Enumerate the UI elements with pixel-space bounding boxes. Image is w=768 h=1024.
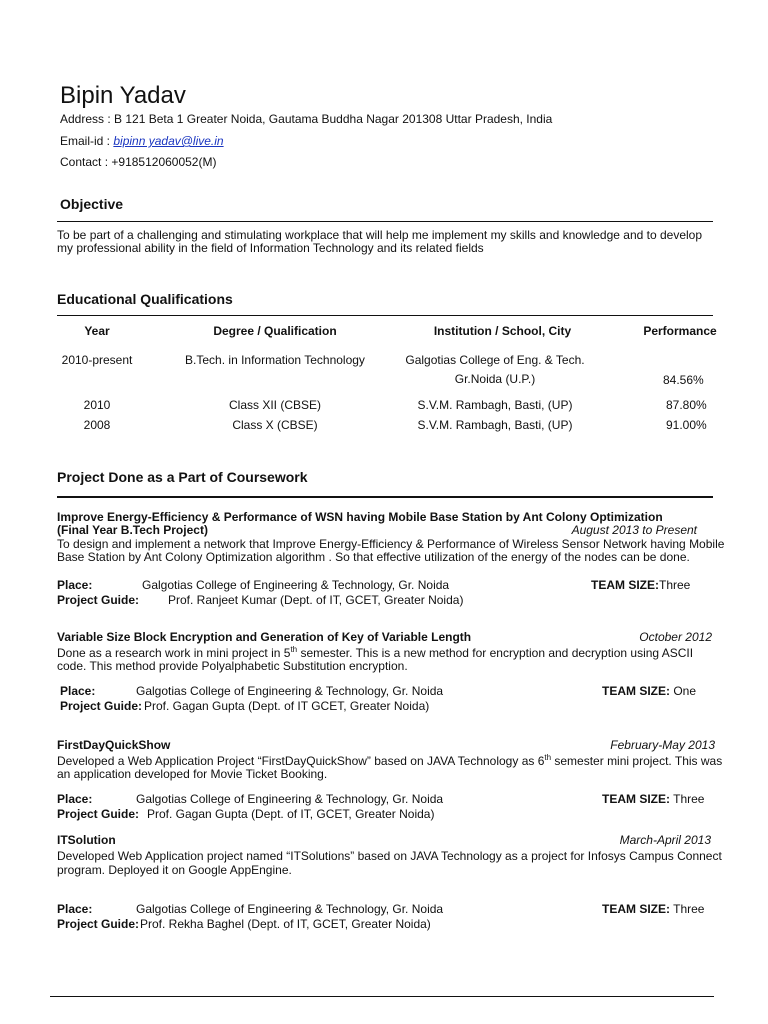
project-date: October 2012 [639, 630, 712, 644]
project-date: February-May 2013 [610, 738, 715, 752]
team-size [602, 902, 704, 916]
contact-label: Contact [60, 155, 102, 169]
project-description: Developed Web Application project named “ITSolutions” based on JAVA Technology as a project for Infosys Campus Connect program. Deployed it on Google AppEngine. [57, 849, 722, 877]
col-header-institution: Institution / School, City [433, 324, 572, 338]
objective-title: Objective [60, 196, 124, 212]
project-title: Improve Energy-Efficiency & Performance of WSN having Mobile Base Station by Ant Colony Optimization [57, 510, 663, 524]
guide-label: Project Guide: [57, 593, 140, 607]
place-label: Place: [60, 684, 96, 698]
address-label: Address : [60, 112, 111, 126]
table-cell-year: 2010 [83, 398, 111, 412]
project-title: ITSolution [57, 833, 116, 847]
project-description [57, 643, 725, 673]
education-title: Educational Qualifications [57, 291, 233, 307]
education-divider [57, 315, 713, 316]
table-cell-institution-line2: Gr.Noida (U.P.) [454, 372, 536, 386]
table-cell-year: 2010-present [61, 353, 133, 367]
place-label: Place: [57, 792, 93, 806]
team-size [602, 792, 704, 806]
team-size-label: TEAM SIZE: [602, 684, 670, 698]
email-label: Email-id : [60, 134, 111, 148]
project-date: August 2013 to Present [571, 523, 697, 537]
table-cell-performance: 91.00% [666, 418, 707, 432]
guide-value: Prof. Gagan Gupta (Dept. of IT, GCET, Greater Noida) [147, 807, 435, 821]
projects-divider [57, 496, 713, 498]
team-size [602, 684, 696, 698]
team-size-value: Three [673, 792, 705, 806]
contact-value: +918512060052(M) [111, 155, 217, 169]
place-value: Galgotias College of Engineering & Technology, Gr. Noida [136, 792, 444, 806]
project-title: Variable Size Block Encryption and Generation of Key of Variable Length [57, 630, 472, 644]
address-line [60, 112, 552, 126]
table-cell-institution: S.V.M. Rambagh, Basti, (UP) [417, 418, 573, 432]
team-size-value: Three [673, 902, 705, 916]
guide-label: Project Guide: [57, 917, 140, 931]
team-size-value: One [673, 684, 697, 698]
project-date: March-April 2013 [619, 833, 711, 847]
guide-label: Project Guide: [57, 807, 140, 821]
objective-text: To be part of a challenging and stimulating workplace that will help me implement my skills and knowledge and to develop my professional ability in the field of Information Technology and its related fields [57, 228, 703, 255]
projects-title: Project Done as a Part of Coursework [57, 469, 308, 485]
team-size-value: Three [659, 578, 691, 592]
ordinal-suffix: th [544, 753, 552, 762]
project-description: To design and implement a network that Improve Energy-Efficiency & Performance of Wireless Sensor Network having Mobile Base Station by Ant Colony Optimization algorithm . So that effective utilization of the energy of the nodes can be done. [57, 537, 725, 564]
project-description-end: semester mini project. This was an application developed for Movie Ticket Booking. [57, 754, 723, 781]
contact-line [60, 155, 216, 169]
project-description-end: semester. This is a new method for encryption and decryption using ASCII code. This method provide Polyalphabetic Substitution encryption. [57, 646, 694, 673]
place-value: Galgotias College of Engineering & Technology, Gr. Noida [142, 578, 450, 592]
email-link[interactable]: bipinn yadav@live.in [113, 134, 224, 148]
guide-label: Project Guide: [60, 699, 143, 713]
team-size-label: TEAM SIZE: [602, 792, 670, 806]
project-title: FirstDayQuickShow [57, 738, 171, 752]
table-cell-institution: Galgotias College of Eng. & Tech. [405, 353, 585, 367]
team-size-label: TEAM SIZE: [591, 578, 659, 592]
table-cell-performance: 84.56% [663, 373, 704, 387]
contact-separator: : [104, 155, 109, 169]
footer-divider [50, 996, 714, 997]
table-cell-degree: Class XII (CBSE) [228, 398, 321, 412]
table-cell-performance: 87.80% [666, 398, 707, 412]
project-description [57, 751, 725, 781]
project-description-start: Developed a Web Application Project “FirstDayQuickShow” based on JAVA Technology as 6 [57, 754, 545, 768]
place-label: Place: [57, 578, 93, 592]
table-cell-year: 2008 [83, 418, 111, 432]
place-value: Galgotias College of Engineering & Technology, Gr. Noida [136, 684, 444, 698]
resume-name: Bipin Yadav [60, 82, 186, 109]
place-value: Galgotias College of Engineering & Technology, Gr. Noida [136, 902, 444, 916]
guide-value: Prof. Rekha Baghel (Dept. of IT, GCET, Greater Noida) [140, 917, 431, 931]
ordinal-suffix: th [290, 645, 298, 654]
table-cell-degree: Class X (CBSE) [232, 418, 318, 432]
place-label: Place: [57, 902, 93, 916]
team-size [591, 578, 690, 592]
address-value: B 121 Beta 1 Greater Noida, Gautama Buddha Nagar 201308 Uttar Pradesh, India [114, 112, 553, 126]
table-cell-degree: B.Tech. in Information Technology [185, 353, 365, 367]
objective-divider [57, 221, 713, 222]
table-cell-institution: S.V.M. Rambagh, Basti, (UP) [417, 398, 573, 412]
guide-value: Prof. Gagan Gupta (Dept. of IT GCET, Greater Noida) [144, 699, 430, 713]
col-header-performance: Performance [643, 324, 717, 338]
project-subtitle: (Final Year B.Tech Project) [57, 523, 208, 537]
team-size-label: TEAM SIZE: [602, 902, 670, 916]
col-header-year: Year [84, 324, 110, 338]
project-description-start: Done as a research work in mini project in 5 [57, 646, 291, 660]
email-line [60, 134, 224, 148]
guide-value: Prof. Ranjeet Kumar (Dept. of IT, GCET, Greater Noida) [168, 593, 464, 607]
col-header-degree: Degree / Qualification [213, 324, 337, 338]
